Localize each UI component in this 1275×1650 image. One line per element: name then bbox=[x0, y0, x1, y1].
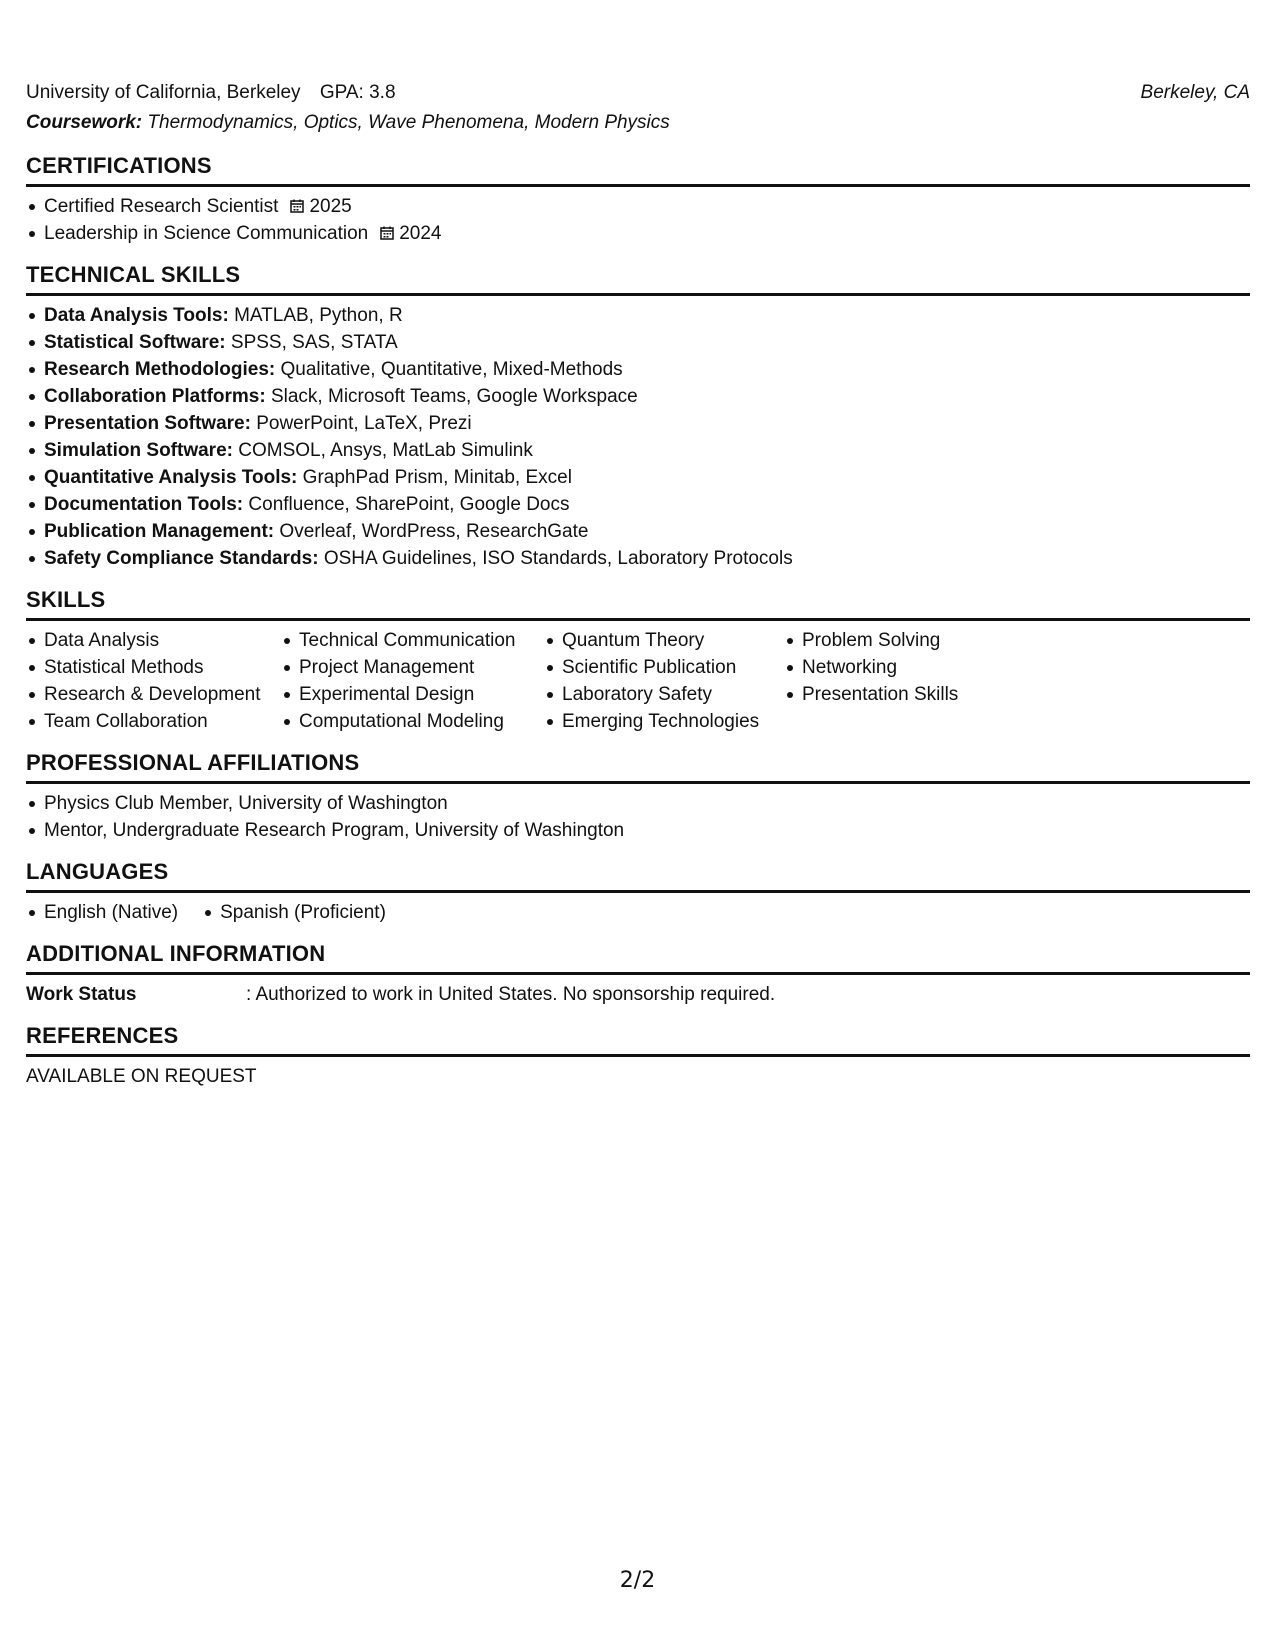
skill-category: Quantitative Analysis Tools: bbox=[44, 467, 298, 488]
gpa: GPA: 3.8 bbox=[319, 82, 396, 103]
skill-values: Qualitative, Quantitative, Mixed-Methods bbox=[280, 359, 623, 380]
calendar-icon bbox=[290, 199, 304, 213]
list-item bbox=[26, 410, 1250, 437]
skill-values: PowerPoint, LaTeX, Prezi bbox=[256, 413, 472, 434]
skill-category: Documentation Tools: bbox=[44, 494, 244, 515]
list-item: Computational Modeling bbox=[281, 708, 544, 735]
list-item bbox=[26, 220, 1250, 247]
skills-column bbox=[26, 627, 281, 735]
coursework-list: Thermodynamics, Optics, Wave Phenomena, Modern Physics bbox=[147, 112, 670, 133]
skill-values: Overleaf, WordPress, ResearchGate bbox=[279, 521, 589, 542]
certification-name: Certified Research Scientist bbox=[44, 196, 279, 217]
languages-section bbox=[26, 858, 1250, 926]
list-item bbox=[26, 329, 1250, 356]
affiliations-section bbox=[26, 749, 1250, 844]
section-title: CERTIFICATIONS bbox=[26, 152, 1250, 187]
education-location: Berkeley, CA bbox=[1140, 82, 1250, 103]
section-title: REFERENCES bbox=[26, 1022, 1250, 1057]
skill-values: OSHA Guidelines, ISO Standards, Laboratory Protocols bbox=[323, 548, 793, 569]
skill-category: Statistical Software: bbox=[44, 332, 226, 353]
calendar-icon bbox=[380, 226, 394, 240]
certification-year: 2025 bbox=[309, 196, 352, 217]
list-item: Networking bbox=[784, 654, 1024, 681]
list-item bbox=[26, 491, 1250, 518]
coursework-label: Coursework: bbox=[26, 112, 143, 133]
list-item: Emerging Technologies bbox=[544, 708, 784, 735]
list-item: Team Collaboration bbox=[26, 708, 281, 735]
technical-skills-list bbox=[26, 302, 1250, 572]
section-title: SKILLS bbox=[26, 586, 1250, 621]
page-number: 2/2 bbox=[619, 1568, 656, 1593]
list-item: Spanish (Proficient) bbox=[202, 899, 386, 926]
list-item: Project Management bbox=[281, 654, 544, 681]
skill-category: Safety Compliance Standards: bbox=[44, 548, 319, 569]
list-item: Physics Club Member, University of Washington bbox=[26, 790, 1250, 817]
work-status-value: : Authorized to work in United States. No sponsorship required. bbox=[246, 984, 776, 1005]
languages-list bbox=[26, 899, 410, 926]
skill-values: SPSS, SAS, STATA bbox=[230, 332, 398, 353]
list-item: Mentor, Undergraduate Research Program, University of Washington bbox=[26, 817, 1250, 844]
list-item: Statistical Methods bbox=[26, 654, 281, 681]
list-item: Technical Communication bbox=[281, 627, 544, 654]
list-item: Quantum Theory bbox=[544, 627, 784, 654]
certifications-list bbox=[26, 193, 1250, 247]
skill-category: Collaboration Platforms: bbox=[44, 386, 266, 407]
section-title: PROFESSIONAL AFFILIATIONS bbox=[26, 749, 1250, 784]
references-text: AVAILABLE ON REQUEST bbox=[26, 1066, 257, 1087]
list-item bbox=[26, 302, 1250, 329]
skills-column bbox=[544, 627, 784, 735]
list-item bbox=[26, 545, 1250, 572]
list-item: Experimental Design bbox=[281, 681, 544, 708]
skills-column bbox=[281, 627, 544, 735]
skills-column bbox=[784, 627, 1024, 735]
certification-year: 2024 bbox=[399, 223, 442, 244]
skills-grid bbox=[26, 627, 1250, 735]
affiliations-list bbox=[26, 790, 1250, 844]
coursework bbox=[26, 108, 1250, 138]
skill-values: Slack, Microsoft Teams, Google Workspace bbox=[270, 386, 638, 407]
list-item: Problem Solving bbox=[784, 627, 1024, 654]
list-item: Scientific Publication bbox=[544, 654, 784, 681]
skill-category: Publication Management: bbox=[44, 521, 275, 542]
skill-values: MATLAB, Python, R bbox=[234, 305, 403, 326]
skill-category: Presentation Software: bbox=[44, 413, 251, 434]
skill-category: Research Methodologies: bbox=[44, 359, 276, 380]
education-left bbox=[26, 78, 410, 108]
list-item bbox=[26, 356, 1250, 383]
list-item bbox=[26, 518, 1250, 545]
list-item: Presentation Skills bbox=[784, 681, 1024, 708]
languages-row bbox=[26, 899, 1250, 926]
list-item: Data Analysis bbox=[26, 627, 281, 654]
list-item: Laboratory Safety bbox=[544, 681, 784, 708]
education-row bbox=[26, 78, 1250, 108]
certification-name: Leadership in Science Communication bbox=[44, 223, 369, 244]
additional-info-section bbox=[26, 940, 1250, 1008]
certifications-section bbox=[26, 152, 1250, 247]
list-item bbox=[26, 193, 1250, 220]
work-status-label: Work Status bbox=[26, 984, 137, 1005]
technical-skills-section bbox=[26, 261, 1250, 572]
list-item bbox=[26, 437, 1250, 464]
skill-values: Confluence, SharePoint, Google Docs bbox=[248, 494, 570, 515]
skill-category: Data Analysis Tools: bbox=[44, 305, 229, 326]
section-title: TECHNICAL SKILLS bbox=[26, 261, 1250, 296]
section-title: ADDITIONAL INFORMATION bbox=[26, 940, 1250, 975]
list-item: English (Native) bbox=[26, 899, 178, 926]
resume-page bbox=[26, 78, 1250, 1090]
list-item bbox=[26, 383, 1250, 410]
list-item bbox=[26, 464, 1250, 491]
skills-section bbox=[26, 586, 1250, 735]
work-status-row bbox=[26, 981, 1250, 1008]
skill-values: GraphPad Prism, Minitab, Excel bbox=[302, 467, 572, 488]
school-name: University of California, Berkeley bbox=[26, 82, 301, 103]
references-section bbox=[26, 1022, 1250, 1090]
list-item: Research & Development bbox=[26, 681, 281, 708]
skill-category: Simulation Software: bbox=[44, 440, 233, 461]
section-title: LANGUAGES bbox=[26, 858, 1250, 893]
skill-values: COMSOL, Ansys, MatLab Simulink bbox=[238, 440, 533, 461]
